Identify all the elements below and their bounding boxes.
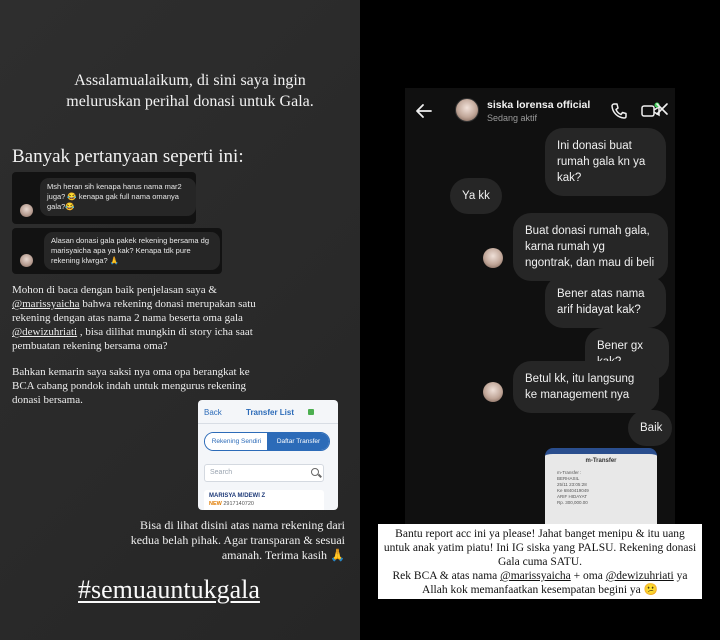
bca-search-placeholder: Search [210, 469, 233, 476]
note-text: Rek BCA & atas nama [392, 570, 501, 582]
account-number-text: 2917140720 [223, 501, 254, 507]
question-heading: Banyak pertanyaan seperti ini: [12, 146, 244, 167]
bca-topbar [198, 400, 338, 424]
mini-chat-bubble: Msh heran sih kenapa harus nama mar2 juga? 😂 kenapa gak full nama omanya gala?😂 [40, 178, 196, 216]
back-arrow-icon [415, 102, 433, 120]
bca-status-icon [308, 409, 314, 415]
warning-note [378, 524, 702, 599]
peer-avatar [483, 382, 503, 402]
bca-list-item [204, 490, 324, 510]
bca-transfer-list-screenshot [198, 400, 338, 510]
paragraph-text: Mohon di baca dengan baik penjelasan saya & [12, 284, 217, 296]
chat-message-outgoing: Ya kk [450, 178, 502, 214]
chat-message-outgoing: Buat donasi rumah gala, karna rumah yg ngontrak, dan mau di beli [513, 213, 668, 281]
bca-tabs [204, 432, 330, 451]
bca-back-button: Back [204, 408, 222, 417]
paragraph-text: , bisa dilihat mungkin di story icha saat pembuatan rekening bersama oma? [12, 326, 253, 352]
mention-link[interactable]: @dewizuhriati [605, 570, 674, 582]
transfer-title: m-Transfer [585, 458, 617, 464]
mention-link[interactable]: @dewizuhriati [12, 326, 78, 338]
peer-avatar [483, 248, 503, 268]
transfer-receipt-image [545, 448, 657, 526]
bca-tab-own: Rekening Sendiri [205, 433, 268, 450]
contact-status: Sedang aktif [487, 113, 538, 123]
chat-message-outgoing: Baik [628, 410, 672, 446]
close-icon [655, 102, 669, 116]
chat-message-outgoing: Bener gx [585, 328, 669, 380]
contact-avatar [455, 98, 479, 122]
mention-link[interactable]: @marissyaicha [500, 570, 571, 582]
note-text: Bantu report acc ini ya please! Jahat banget menipu & itu uang untuk anak yatim piatu! Ini IG siska yang PALSU. Rekening donasi Gala cuma SATU. [383, 528, 697, 568]
note-text: ya Allah kok memanfaatkan kesempatan begini ya 😕 [422, 570, 688, 596]
bca-search-field [204, 464, 324, 482]
hashtag-link[interactable]: #semuauntukgala [78, 575, 260, 604]
note-mentions-line [382, 569, 698, 597]
note-text: + oma [570, 570, 606, 582]
phone-icon [610, 102, 628, 120]
paragraph-text: bahwa rekening donasi merupakan satu rekening dengan atas nama 2 nama beserta oma gala [12, 298, 256, 324]
mini-chat-bubble: Alasan donasi gala pakek rekening bersama dg marisyaicha apa ya kak? Kenapa tdk pure rekening klwrga? 🙏 [44, 232, 220, 270]
explanation-paragraph [12, 283, 262, 353]
avatar [20, 254, 33, 267]
contact-name: siska lorensa official [487, 99, 591, 111]
mini-chat-screenshot-1 [12, 172, 196, 224]
bca-account-number [209, 501, 254, 507]
avatar [20, 204, 33, 217]
transfer-details: m-Transfer : BERHASIL 25/11 23:05:28 Ke 6840419049 ARIF HIDAYAT Rp. 300,000.00 [557, 470, 589, 505]
new-badge: NEW [209, 501, 222, 507]
search-icon [311, 468, 319, 476]
witness-paragraph: Bahkan kemarin saya saksi nya oma opa berangkat ke BCA cabang pondok indah untuk mengurus rekening donasi bersama. [12, 366, 250, 406]
bca-title: Transfer List [246, 408, 295, 417]
transparency-caption: Bisa di lihat disini atas nama rekening dari kedua belah pihak. Agar transparan & sesuai amanah. Terima kasih 🙏 [130, 518, 345, 562]
chat-message-outgoing: Ini donasi buat rumah gala kn ya kak? [545, 128, 666, 196]
mention-link[interactable]: @marissyaicha [12, 298, 80, 310]
chat-message-outgoing: Bener atas nama arif hidayat kak? [545, 276, 666, 328]
bca-tab-list: Daftar Transfer [267, 433, 330, 450]
chat-message-incoming: Betul kk, itu langsung ke management nya [513, 361, 659, 413]
mini-chat-screenshot-2 [12, 228, 222, 274]
greeting-text: Assalamualaikum, di sini saya ingin meluruskan perihal donasi untuk Gala. [66, 72, 314, 110]
bca-account-name: MARISYA M/DEWI Z [209, 493, 266, 499]
